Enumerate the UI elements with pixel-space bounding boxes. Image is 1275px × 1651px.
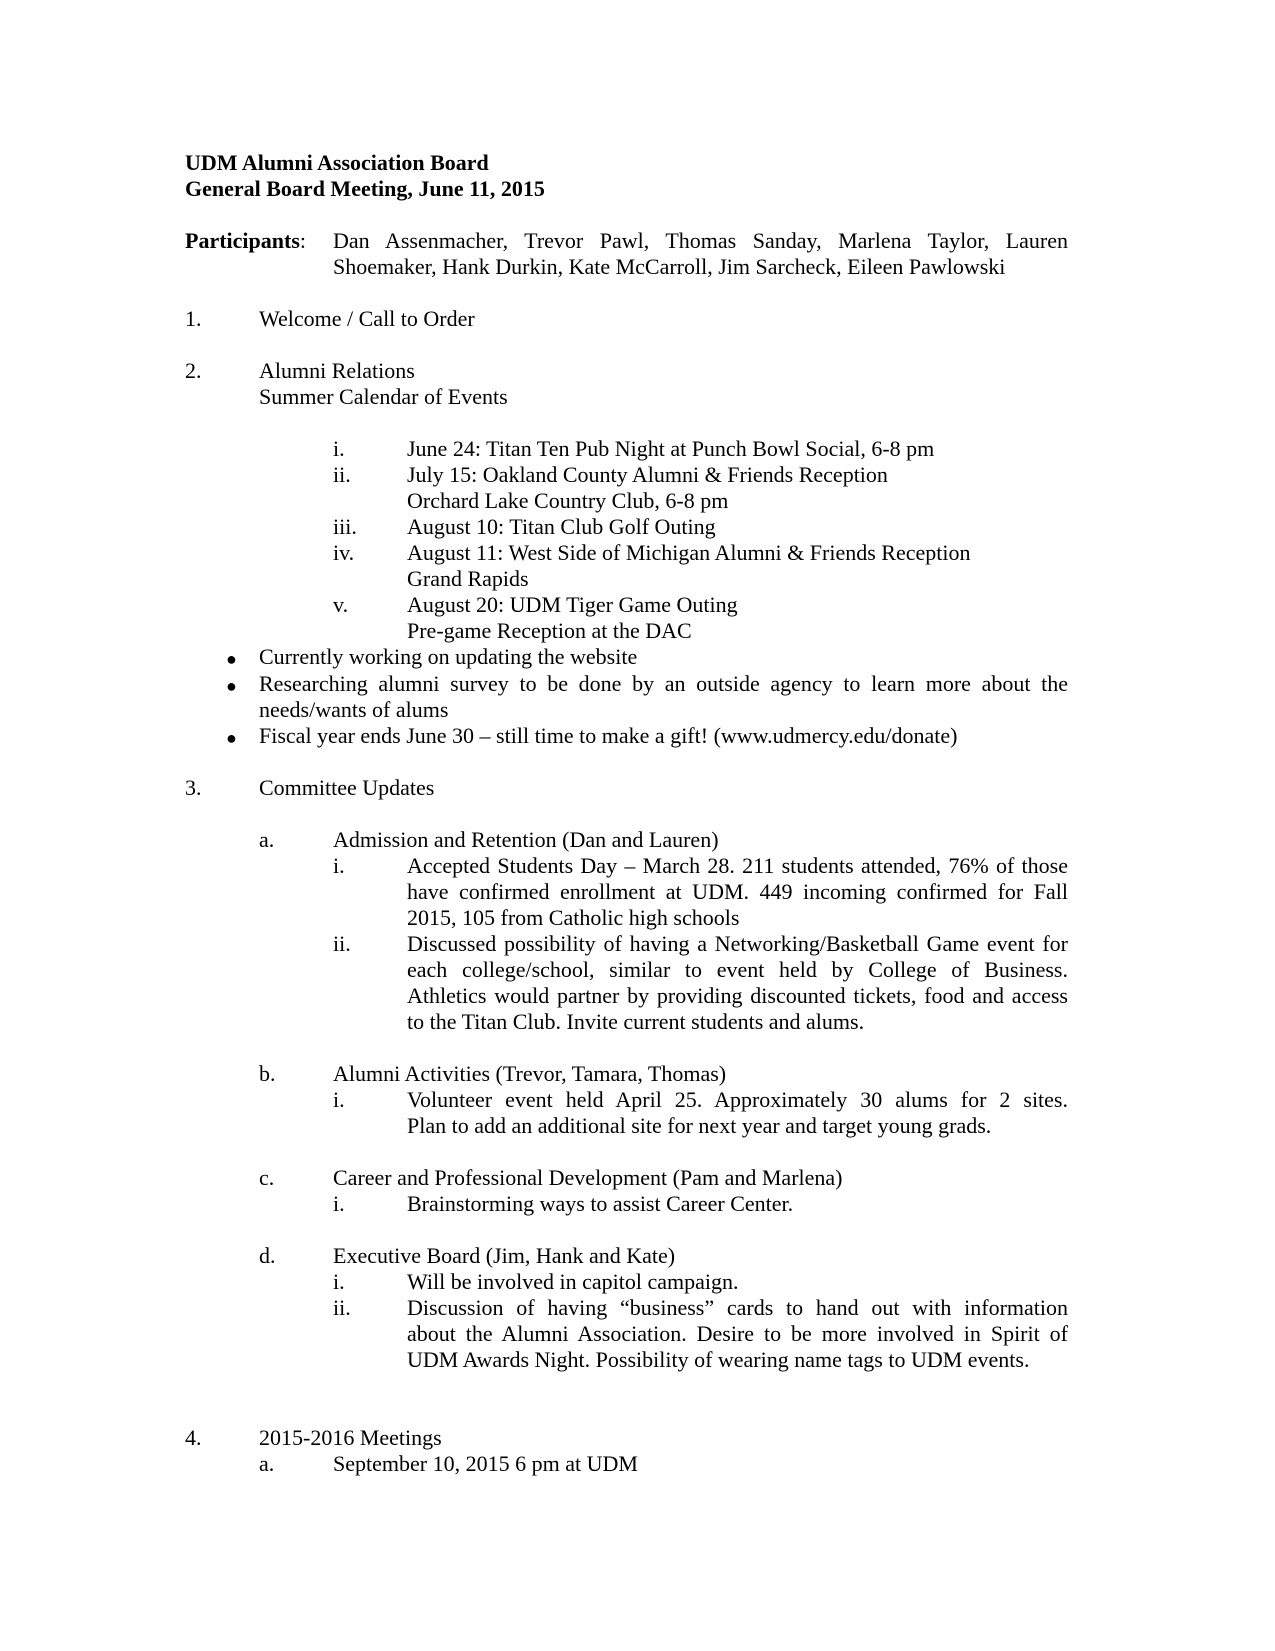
item-3-title: Committee Updates bbox=[259, 775, 435, 800]
bullet-icon: ● bbox=[226, 728, 237, 748]
meeting-a-letter: a. bbox=[259, 1451, 275, 1476]
event-5-text: August 20: UDM Tiger Game Outing bbox=[407, 592, 738, 617]
event-4-number: iv. bbox=[333, 540, 355, 565]
section-a-letter: a. bbox=[259, 827, 275, 852]
event-2-text: July 15: Oakland County Alumni & Friends Reception bbox=[407, 462, 888, 487]
event-3-number: iii. bbox=[333, 514, 357, 539]
bullet-2-text: Researching alumni survey to be done by an outside agency to learn more about the bbox=[259, 671, 1068, 696]
item-3-number: 3. bbox=[185, 775, 202, 800]
participants-line-1: Dan Assenmacher, Trevor Pawl, Thomas Sanday, Marlena Taylor, Lauren bbox=[333, 228, 1068, 253]
document-title: UDM Alumni Association Board bbox=[185, 150, 489, 175]
bullet-1-text: Currently working on updating the website bbox=[259, 644, 638, 669]
item-2-title: Alumni Relations bbox=[259, 358, 415, 383]
section-d-letter: d. bbox=[259, 1243, 276, 1268]
section-d-ii-number: ii. bbox=[333, 1295, 351, 1320]
bullet-3-text: Fiscal year ends June 30 – still time to make a gift! (www.udmercy.edu/donate) bbox=[259, 723, 958, 748]
event-5-location: Pre-game Reception at the DAC bbox=[407, 618, 692, 643]
section-d-i-line-1: Will be involved in capitol campaign. bbox=[407, 1269, 739, 1294]
section-d-ii-line-1: Discussion of having “business” cards to hand out with information bbox=[407, 1295, 1068, 1320]
section-b-i-line-1: Volunteer event held April 25. Approximately 30 alums for 2 sites. bbox=[407, 1087, 1068, 1112]
item-4-title: 2015-2016 Meetings bbox=[259, 1425, 442, 1450]
item-2-subtitle: Summer Calendar of Events bbox=[259, 384, 508, 409]
section-a-ii-line-3: Athletics would partner by providing discounted tickets, food and access bbox=[407, 983, 1068, 1008]
section-d-i-number: i. bbox=[333, 1269, 345, 1294]
section-b-i-number: i. bbox=[333, 1087, 345, 1112]
section-b-title: Alumni Activities (Trevor, Tamara, Thomas) bbox=[333, 1061, 727, 1086]
event-2-location: Orchard Lake Country Club, 6-8 pm bbox=[407, 488, 729, 513]
item-1-number: 1. bbox=[185, 306, 202, 331]
participants-colon: : bbox=[299, 228, 307, 253]
bullet-2-text-cont: needs/wants of alums bbox=[259, 697, 449, 722]
section-a-i-line-3: 2015, 105 from Catholic high schools bbox=[407, 905, 740, 930]
item-2-number: 2. bbox=[185, 358, 202, 383]
event-4-location: Grand Rapids bbox=[407, 566, 529, 591]
section-a-i-number: i. bbox=[333, 853, 345, 878]
participants-label bbox=[185, 228, 306, 254]
event-5-number: v. bbox=[333, 592, 349, 617]
event-1-text: June 24: Titan Ten Pub Night at Punch Bowl Social, 6-8 pm bbox=[407, 436, 935, 461]
event-2-number: ii. bbox=[333, 462, 351, 487]
section-c-title: Career and Professional Development (Pam and Marlena) bbox=[333, 1165, 843, 1190]
section-a-i-line-1: Accepted Students Day – March 28. 211 students attended, 76% of those bbox=[407, 853, 1068, 878]
section-b-letter: b. bbox=[259, 1061, 276, 1086]
section-b-i-line-2: Plan to add an additional site for next year and target young grads. bbox=[407, 1113, 992, 1138]
bullet-icon: ● bbox=[226, 676, 237, 696]
event-1-number: i. bbox=[333, 436, 345, 461]
section-a-ii-line-4: to the Titan Club. Invite current students and alums. bbox=[407, 1009, 865, 1034]
section-c-i-number: i. bbox=[333, 1191, 345, 1216]
meeting-a-text: September 10, 2015 6 pm at UDM bbox=[333, 1451, 638, 1476]
bullet-icon: ● bbox=[226, 649, 237, 669]
participants-line-2: Shoemaker, Hank Durkin, Kate McCarroll, Jim Sarcheck, Eileen Pawlowski bbox=[333, 254, 1006, 279]
event-3-text: August 10: Titan Club Golf Outing bbox=[407, 514, 716, 539]
section-d-title: Executive Board (Jim, Hank and Kate) bbox=[333, 1243, 676, 1268]
section-a-i-line-2: have confirmed enrollment at UDM. 449 incoming confirmed for Fall bbox=[407, 879, 1068, 904]
section-a-ii-number: ii. bbox=[333, 931, 351, 956]
meeting-title: General Board Meeting, June 11, 2015 bbox=[185, 176, 545, 201]
section-d-ii-line-2: about the Alumni Association. Desire to be more involved in Spirit of bbox=[407, 1321, 1068, 1346]
participants-label-text: Participants bbox=[185, 228, 300, 253]
item-1-title: Welcome / Call to Order bbox=[259, 306, 475, 331]
event-4-text: August 11: West Side of Michigan Alumni & Friends Reception bbox=[407, 540, 971, 565]
section-a-title: Admission and Retention (Dan and Lauren) bbox=[333, 827, 719, 852]
item-4-number: 4. bbox=[185, 1425, 202, 1450]
section-d-ii-line-3: UDM Awards Night. Possibility of wearing name tags to UDM events. bbox=[407, 1347, 1030, 1372]
section-a-ii-line-1: Discussed possibility of having a Networking/Basketball Game event for bbox=[407, 931, 1068, 956]
section-c-i-line-1: Brainstorming ways to assist Career Center. bbox=[407, 1191, 794, 1216]
section-a-ii-line-2: each college/school, similar to event held by College of Business. bbox=[407, 957, 1068, 982]
section-c-letter: c. bbox=[259, 1165, 275, 1190]
